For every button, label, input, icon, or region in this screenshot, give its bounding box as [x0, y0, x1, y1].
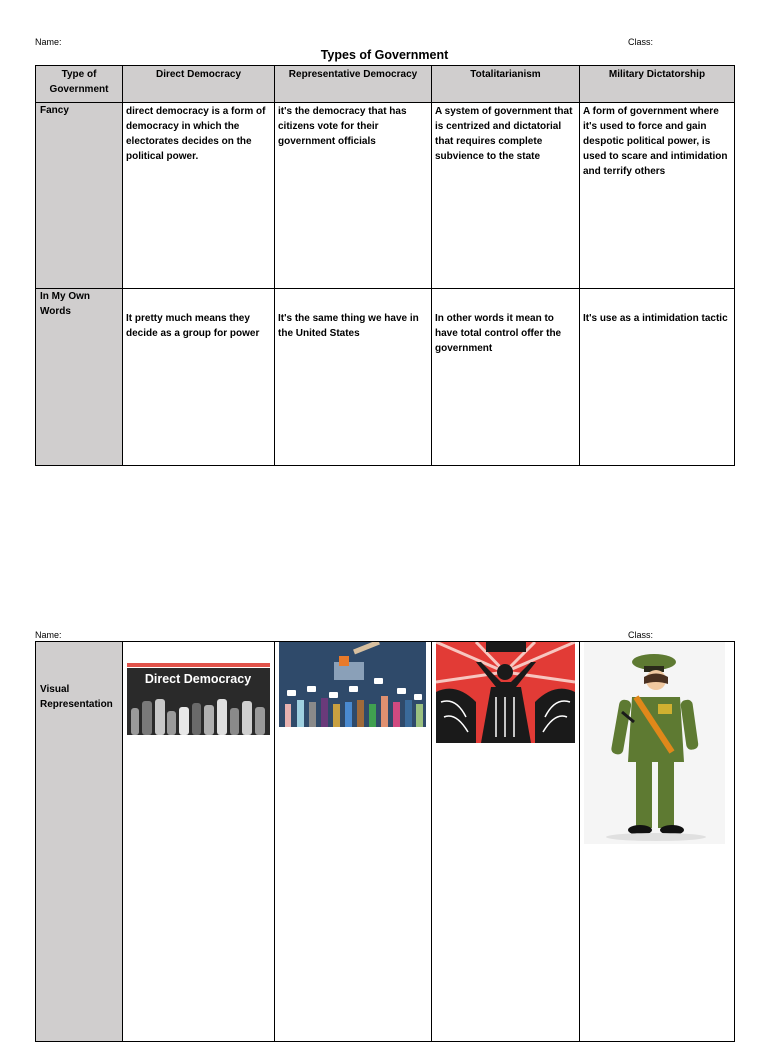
table-cell: In other words it mean to have total control offer the government [432, 289, 580, 466]
totalitarian-propaganda-icon [436, 642, 575, 743]
military-dictator-icon [584, 642, 725, 844]
class-label-page2: Class: [628, 630, 654, 640]
table-row [36, 103, 735, 289]
page-title: Types of Government [320, 48, 449, 62]
table-cell: It's use as a intimidation tactic [580, 289, 735, 466]
table-cell [275, 642, 432, 1042]
table-header-row [36, 66, 735, 103]
table-cell: It pretty much means they decide as a group for power [123, 289, 275, 466]
row-label-own-words: In My Own Words [36, 289, 123, 466]
table-cell: it's the democracy that has citizens vote for their government officials [275, 103, 432, 289]
table-cell: A form of government where it's used to force and gain despotic political power, is used to scare and intimidation and terrify others [580, 103, 735, 289]
table-cell: A system of government that is centrized and dictatorial that requires complete subvience to the state [432, 103, 580, 289]
raised-hands-icon [127, 663, 270, 735]
header-direct-democracy: Direct Democracy [123, 66, 275, 103]
visual-representation-table [35, 641, 735, 1042]
class-label: Class: [628, 37, 654, 47]
name-label-page2: Name: [35, 630, 62, 640]
row-label-fancy: Fancy [36, 103, 123, 289]
header-type-of-government: Type of Government [36, 66, 123, 103]
name-label: Name: [35, 37, 62, 47]
table-cell: It's the same thing we have in the United States [275, 289, 432, 466]
header-totalitarianism: Totalitarianism [432, 66, 580, 103]
header-representative-democracy: Representative Democracy [275, 66, 432, 103]
direct-democracy-caption: Direct Democracy [144, 672, 252, 686]
row-label-visual: Visual Representation [36, 642, 123, 1042]
header-military-dictatorship: Military Dictatorship [580, 66, 735, 103]
table-row [36, 289, 735, 466]
ballot-box-crowd-icon [279, 642, 426, 727]
government-types-table [35, 65, 735, 466]
table-cell [123, 642, 275, 1042]
table-cell [432, 642, 580, 1042]
table-cell: direct democracy is a form of democracy in which the electorates decides on the political power. [123, 103, 275, 289]
table-cell [580, 642, 735, 1042]
table-row [36, 642, 735, 1042]
